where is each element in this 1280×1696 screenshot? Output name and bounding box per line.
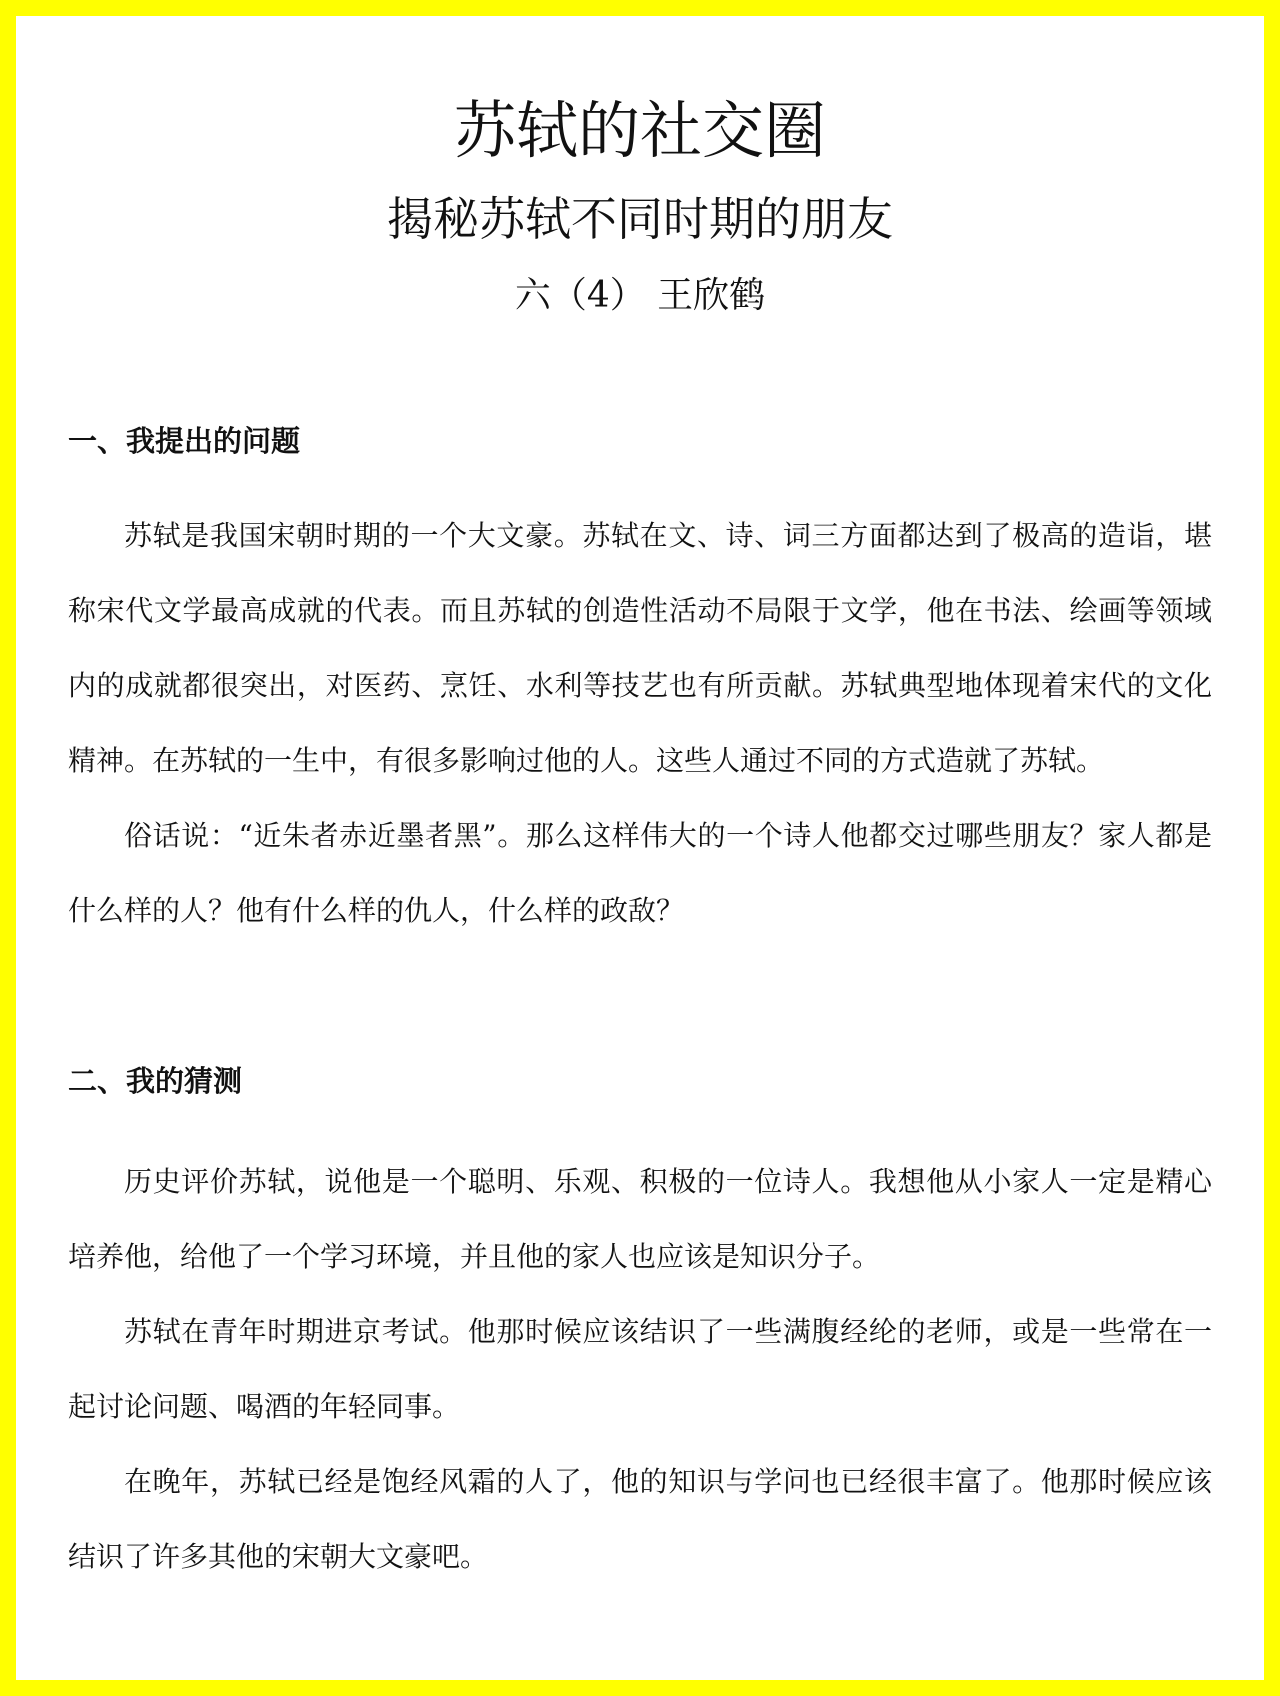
document-subtitle: 揭秘苏轼不同时期的朋友 [387,192,893,246]
document-title: 苏轼的社交圈 [453,94,826,167]
section-guesses [68,1056,1212,1594]
paragraph: 在晚年，苏轼已经是饱经风霜的人了，他的知识与学问也已经很丰富了。他那时候应该结识了许多其他的宋朝大文豪吧。 [68,1465,1212,1573]
section-heading: 一、我提出的问题 [68,424,301,458]
paragraph: 历史评价苏轼，说他是一个聪明、乐观、积极的一位诗人。我想他从小家人一定是精心培养他，给他了一个学习环境，并且他的家人也应该是知识分子。 [68,1165,1212,1273]
paragraph: 苏轼是我国宋朝时期的一个大文豪。苏轼在文、诗、词三方面都达到了极高的造诣，堪称宋代文学最高成就的代表。而且苏轼的创造性活动不局限于文学，他在书法、绘画等领域内的成就都很突出，对医药、烹饪、水利等技艺也有所贡献。苏轼典型地体现着宋代的文化精神。在苏轼的一生中，有很多影响过他的人。这些人通过不同的方式造就了苏轼。 [68,519,1212,777]
section-heading: 二、我的猜测 [68,1064,243,1098]
section-questions [68,416,1212,948]
paragraph: 俗话说：“近朱者赤近墨者黑”。那么这样伟大的一个诗人他都交过哪些朋友？家人都是什么样的人？他有什么样的仇人，什么样的政敌？ [68,819,1212,927]
paragraph: 苏轼在青年时期进京考试。他那时候应该结识了一些满腹经纶的老师，或是一些常在一起讨论问题、喝酒的年轻同事。 [68,1315,1212,1423]
author-line: 六（4） 王欣鹤 [514,275,766,316]
